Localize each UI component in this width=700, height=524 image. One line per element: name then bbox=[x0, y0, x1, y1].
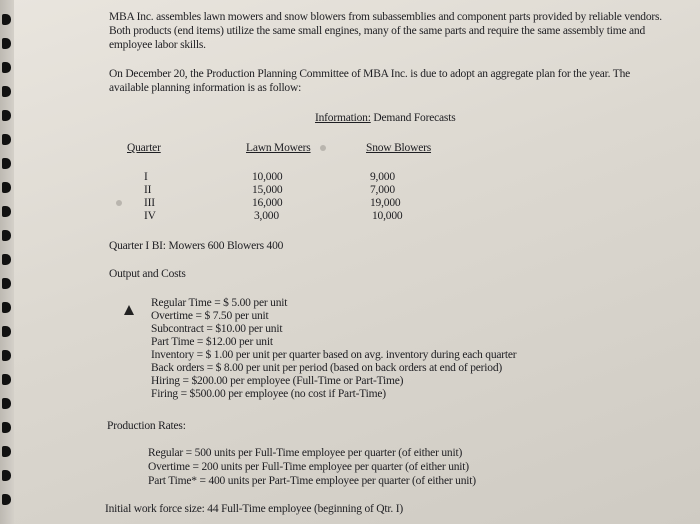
paper-spot bbox=[320, 145, 326, 151]
mowers-cell: 16,000 bbox=[252, 197, 283, 209]
rate-line: Part Time* = 400 units per Part-Time employee per quarter (of either unit) bbox=[148, 475, 476, 487]
binder-hole bbox=[2, 326, 11, 337]
binder-hole bbox=[2, 206, 11, 217]
binder-hole bbox=[2, 494, 11, 505]
binder-hole bbox=[2, 254, 11, 265]
binder-hole bbox=[2, 38, 11, 49]
cost-line: Firing = $500.00 per employee (no cost if Part-Time) bbox=[151, 388, 386, 400]
col-header-quarter: Quarter bbox=[127, 142, 161, 154]
intro-paragraph-1: MBA Inc. assembles lawn mowers and snow blowers from subassemblies and component parts provided by reliable vendors. Both products (end items) utilize the same small engines, many of the same parts and require the same assembly time and employee labor skills. bbox=[109, 11, 662, 51]
quarter-cell: IV bbox=[144, 210, 156, 222]
cost-line: Inventory = $ 1.00 per unit per quarter based on avg. inventory during each quarter bbox=[151, 349, 517, 361]
quarter-cell: I bbox=[144, 171, 148, 183]
forecast-heading bbox=[315, 112, 455, 125]
forecast-heading-rest: Demand Forecasts bbox=[370, 112, 456, 124]
cost-line: Subcontract = $10.00 per unit bbox=[151, 323, 283, 335]
binder-hole bbox=[2, 158, 11, 169]
paper-spot bbox=[116, 200, 122, 206]
initial-workforce: Initial work force size: 44 Full-Time employee (beginning of Qtr. I) bbox=[105, 503, 404, 515]
binder-hole bbox=[2, 62, 11, 73]
mouse-cursor-icon bbox=[124, 305, 134, 315]
cost-line: Hiring = $200.00 per employee (Full-Time or Part-Time) bbox=[151, 375, 404, 387]
cost-line: Overtime = $ 7.50 per unit bbox=[151, 310, 269, 322]
cost-line: Back orders = $ 8.00 per unit per period (based on back orders at end of period) bbox=[151, 362, 503, 374]
binder-hole bbox=[2, 446, 11, 457]
quarter-beginning-inventory: Quarter I BI: Mowers 600 Blowers 400 bbox=[109, 240, 284, 252]
cost-line: Regular Time = $ 5.00 per unit bbox=[151, 297, 288, 309]
blowers-cell: 7,000 bbox=[370, 184, 395, 196]
binder-hole bbox=[2, 398, 11, 409]
binder-hole bbox=[2, 422, 11, 433]
binder-hole bbox=[2, 350, 11, 361]
blowers-cell: 19,000 bbox=[370, 197, 401, 209]
binder-hole bbox=[2, 182, 11, 193]
mowers-cell: 3,000 bbox=[254, 210, 279, 222]
binder-hole bbox=[2, 374, 11, 385]
col-header-snow-blowers: Snow Blowers bbox=[366, 142, 432, 154]
cost-line: Part Time = $12.00 per unit bbox=[151, 336, 273, 348]
rate-line: Overtime = 200 units per Full-Time employee per quarter (of either unit) bbox=[148, 461, 469, 473]
binder-hole bbox=[2, 14, 11, 25]
quarter-cell: III bbox=[144, 197, 155, 209]
mowers-cell: 10,000 bbox=[252, 171, 283, 183]
col-header-lawn-mowers: Lawn Mowers bbox=[246, 142, 311, 154]
binder-hole bbox=[2, 470, 11, 481]
intro-paragraph-2: On December 20, the Production Planning Committee of MBA Inc. is due to adopt an aggregate plan for the year. The available planning information is as follow: bbox=[109, 68, 631, 94]
binder-hole bbox=[2, 134, 11, 145]
rate-line: Regular = 500 units per Full-Time employee per quarter (of either unit) bbox=[148, 447, 463, 459]
production-rates-title: Production Rates: bbox=[107, 420, 186, 432]
quarter-cell: II bbox=[144, 184, 152, 196]
binder-hole bbox=[2, 278, 11, 289]
binder-hole bbox=[2, 86, 11, 97]
binder-hole bbox=[2, 230, 11, 241]
binder-edge bbox=[0, 0, 14, 524]
blowers-cell: 10,000 bbox=[372, 210, 403, 222]
binder-hole bbox=[2, 110, 11, 121]
output-costs-title: Output and Costs bbox=[109, 268, 186, 280]
mowers-cell: 15,000 bbox=[252, 184, 283, 196]
forecast-heading-label: Information: bbox=[315, 112, 371, 124]
blowers-cell: 9,000 bbox=[370, 171, 395, 183]
binder-hole bbox=[2, 302, 11, 313]
